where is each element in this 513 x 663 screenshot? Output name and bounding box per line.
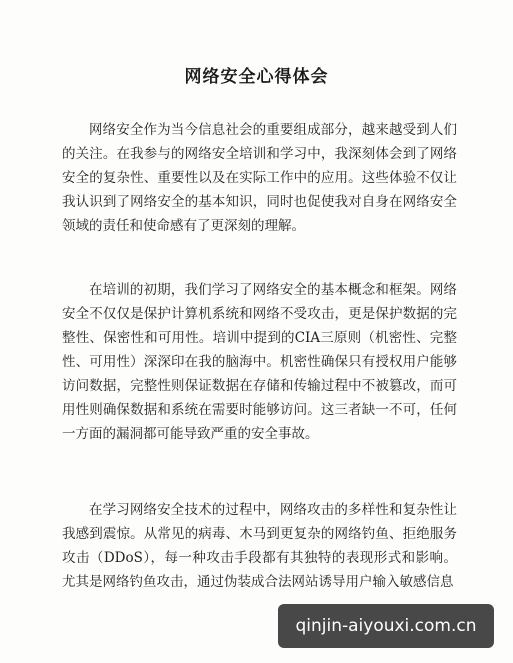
document-title: 网络安全心得体会: [184, 67, 329, 87]
paragraph-3: 在学习网络安全技术的过程中，网络攻击的多样性和复杂性让我感到震惊。从常见的病毒、木马到更复杂的网络钓鱼、拒绝服务攻击（DDoS），每一种攻击手段都有其独特的表现形式和影响。尤其是网络钓鱼攻击，通过伪装成合法网站诱导用户输入敏感信息: [62, 502, 457, 590]
paragraph-1: 网络安全作为当今信息社会的重要组成部分，越来越受到人们的关注。在我参与的网络安全培训和学习中，我深刻体会到了网络安全的复杂性、重要性以及在实际工作中的应用。这些体验不仅让我认识到了网络安全的基本知识，同时也促使我对自身在网络安全领域的责任和使命感有了更深刻的理解。: [62, 122, 457, 234]
paragraph-2: 在培训的初期，我们学习了网络安全的基本概念和框架。网络安全不仅仅是保护计算机系统和网络不受攻击，更是保护数据的完整性、保密性和可用性。培训中提到的CIA三原则（机密性、完整性、可用性）深深印在我的脑海中。机密性确保只有授权用户能够访问数据，完整性则保证数据在存储和传输过程中不被篡改，而可用性则确保数据和系统在需要时能够访问。这三者缺一不可，任何一方面的漏洞都可能导致严重的安全事故。: [62, 282, 457, 442]
watermark-badge: qinjin-aiyouxi.com.cn: [278, 604, 494, 648]
